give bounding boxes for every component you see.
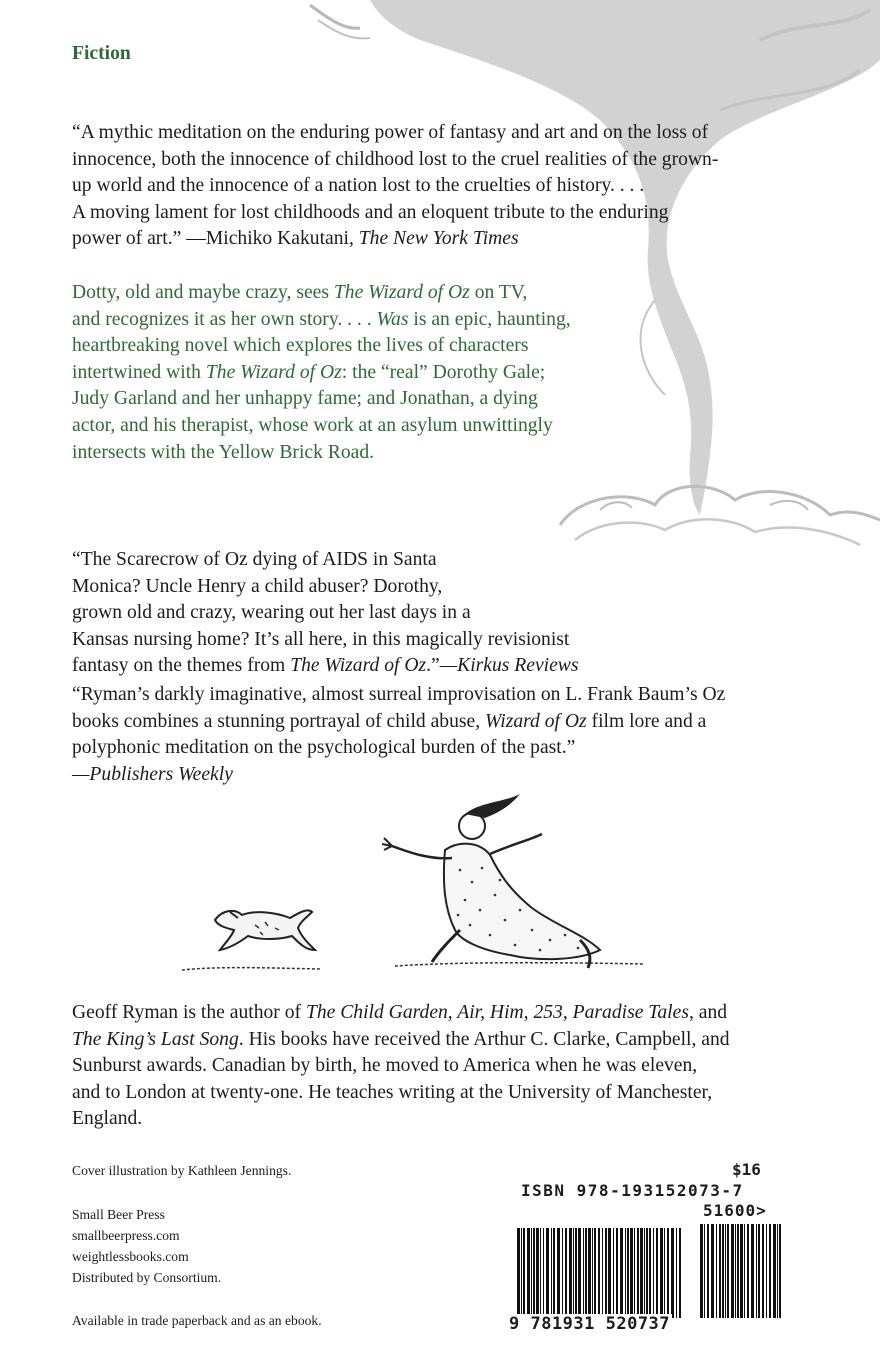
barcode-bar (588, 1228, 591, 1318)
quote-line: polyphonic meditation on the psychological burden of the past.” (72, 737, 576, 759)
quote-line: grown old and crazy, wearing out her last days in a (72, 602, 471, 624)
barcode-bar (517, 1228, 520, 1318)
blurb-text: and recognizes it as her own story. . . . (72, 308, 377, 330)
barcode-bar (602, 1228, 603, 1318)
barcode-bar (744, 1224, 745, 1318)
barcode-bar (573, 1228, 574, 1318)
barcode-bar (536, 1228, 539, 1318)
quote-kakutani (72, 120, 812, 253)
quote-line: A moving lament for lost childhoods and an eloquent tribute to the enduring (72, 201, 669, 223)
publisher-block (72, 1204, 221, 1288)
barcode-bar (583, 1228, 584, 1318)
barcode-bar (722, 1224, 725, 1318)
barcode-bar (527, 1228, 530, 1318)
quote-text: film lore and a (586, 710, 707, 732)
barcode-digits: 9 781931 520737 (509, 1314, 671, 1334)
quote-line: up world and the innocence of a nation lost to the cruelties of history. . . . (72, 175, 645, 197)
bio-line (72, 1027, 812, 1054)
store-url: weightlessbooks.com (72, 1249, 189, 1264)
barcode-bar (667, 1228, 669, 1318)
quote-line (72, 709, 812, 736)
barcode-bar (756, 1224, 757, 1318)
quote-text: .” (426, 655, 440, 677)
quote-kirkus (72, 547, 672, 680)
quote-source: —Publishers Weekly (72, 763, 233, 785)
quote-line: “Ryman’s darkly imaginative, almost surreal improvisation on L. Frank Baum’s Oz (72, 684, 726, 705)
barcode-bar (565, 1228, 567, 1318)
barcode-bar (630, 1228, 633, 1318)
barcode-bar (660, 1228, 663, 1318)
barcode-bar (766, 1224, 767, 1318)
illustration-credit: Cover illustration by Kathleen Jennings. (72, 1163, 292, 1178)
quote-line (72, 226, 812, 253)
barcode-bar (592, 1228, 593, 1318)
blurb-title: The Wizard of Oz (205, 361, 342, 383)
barcode-bar (625, 1228, 626, 1318)
distributor: Distributed by Consortium. (72, 1270, 222, 1285)
barcode-bar (707, 1224, 709, 1318)
quote-line (72, 653, 672, 680)
barcode-bar (605, 1228, 607, 1318)
blurb-line: heartbreaking novel which explores the lives of characters (72, 335, 529, 357)
barcode-bar (616, 1228, 618, 1318)
barcode-bar (523, 1228, 525, 1318)
barcode-bar (578, 1228, 581, 1318)
barcode-bar (740, 1224, 743, 1318)
addon-barcode (700, 1224, 782, 1318)
quote-line: “The Scarecrow of Oz dying of AIDS in Santa (72, 549, 437, 570)
barcode-bar (637, 1228, 639, 1318)
isbn-text: ISBN 978-193152073-7 (521, 1181, 744, 1200)
barcode-bar (751, 1224, 754, 1318)
blurb-text: intertwined with (72, 361, 206, 383)
barcode-bar (627, 1228, 629, 1318)
barcode-bar (620, 1228, 623, 1318)
barcode-bar (649, 1228, 652, 1318)
barcode-bar (546, 1228, 549, 1318)
barcode-bar (725, 1224, 726, 1318)
barcode-bar (608, 1228, 611, 1318)
blurb-line: intersects with the Yellow Brick Road. (72, 441, 375, 463)
publisher-url: smallbeerpress.com (72, 1228, 180, 1243)
barcode-bar (644, 1228, 645, 1318)
bio-text: . His books have received the Arthur C. Clarke, Campbell, and (238, 1028, 730, 1050)
barcode-bar (671, 1228, 674, 1318)
blurb-text: Dotty, old and maybe crazy, sees (72, 282, 334, 303)
barcode-bar (747, 1224, 749, 1318)
price: $16 (732, 1160, 761, 1179)
barcode-bar (664, 1228, 665, 1318)
barcode-bar (653, 1228, 654, 1318)
barcode-bar (533, 1228, 535, 1318)
barcode-bar (727, 1224, 729, 1318)
barcode-bar (640, 1228, 643, 1318)
bio-text: , and (688, 1002, 728, 1023)
bio-text: Geoff Ryman is the author of (72, 1002, 306, 1023)
blurb-title: Was (376, 308, 409, 330)
barcode-bar (543, 1228, 545, 1318)
barcode-bar (656, 1228, 658, 1318)
barcode-bar (700, 1224, 703, 1318)
bio-line: and to London at twenty-one. He teaches writing at the University of Manchester, (72, 1081, 713, 1103)
blurb-line: actor, and his therapist, whose work at an asylum unwittingly (72, 414, 553, 436)
author-bio (72, 1000, 812, 1133)
bio-titles: The King’s Last Song (72, 1028, 239, 1050)
quote-line: Kansas nursing home? It’s all here, in this magically revisionist (72, 628, 570, 650)
barcode-bar (594, 1228, 596, 1318)
blurb-text: is an epic, haunting, (408, 308, 571, 330)
barcode-bar (553, 1228, 555, 1318)
blurb-line: Judy Garland and her unhappy fame; and Jonathan, a dying (72, 388, 538, 410)
barcode-bar (551, 1228, 552, 1318)
quote-text: books combines a stunning portrayal of child abuse, (72, 710, 486, 732)
barcode-bar (758, 1224, 760, 1318)
quote-line: “A mythic meditation on the enduring power of fantasy and art and on the loss of (72, 122, 709, 143)
blurb-text: : the “real” Dorothy Gale; (341, 361, 546, 383)
bio-line (72, 1000, 812, 1027)
barcode-bar (779, 1224, 781, 1318)
quote-line: innocence, both the innocence of childhood lost to the cruel realities of the grown- (72, 148, 719, 170)
barcode-bar (585, 1228, 587, 1318)
price-addon-text: 51600> (703, 1201, 767, 1220)
barcode-bar (634, 1228, 635, 1318)
isbn-barcode (517, 1228, 682, 1318)
barcode-bar (762, 1224, 765, 1318)
barcode-bar (598, 1228, 601, 1318)
quote-title: The Wizard of Oz (290, 655, 427, 677)
bio-titles: The Child Garden, Air, Him, 253, Paradise Tales (305, 1002, 689, 1023)
barcode-bar (676, 1228, 677, 1318)
barcode-bar (737, 1224, 739, 1318)
quote-source: —Kirkus Reviews (439, 655, 579, 677)
quote-source: The New York Times (358, 228, 519, 250)
barcode-bar (562, 1228, 563, 1318)
quote-line (72, 762, 812, 789)
section-label: Fiction (72, 43, 131, 64)
barcode-bar (716, 1224, 717, 1318)
barcode-bar (773, 1224, 776, 1318)
book-blurb (72, 280, 692, 466)
blurb-title: The Wizard of Oz (333, 282, 470, 303)
barcode-bar (575, 1228, 577, 1318)
barcode-bar (719, 1224, 721, 1318)
blurb-line (72, 307, 692, 334)
barcode-bar (521, 1228, 522, 1318)
barcode-bar (679, 1228, 681, 1318)
dorothy-and-dog-illustration (160, 790, 680, 980)
barcode-bar (540, 1228, 541, 1318)
blurb-line (72, 360, 692, 387)
barcode-bar (704, 1224, 705, 1318)
barcode-bar (531, 1228, 532, 1318)
bio-line: England. (72, 1108, 143, 1130)
barcode-bar (613, 1228, 614, 1318)
barcode-bar (569, 1228, 572, 1318)
barcode-bar (711, 1224, 714, 1318)
barcode-bar (731, 1224, 734, 1318)
barcode-bar (769, 1224, 771, 1318)
availability: Available in trade paperback and as an ebook. (72, 1313, 322, 1328)
barcode-bar (777, 1224, 778, 1318)
quote-line: Monica? Uncle Henry a child abuser? Dorothy, (72, 575, 443, 597)
blurb-line (72, 280, 692, 307)
quote-title: Wizard of Oz (485, 710, 587, 732)
bio-line: Sunburst awards. Canadian by birth, he moved to America when he was eleven, (72, 1055, 698, 1077)
barcode-bar (557, 1228, 560, 1318)
publisher-name: Small Beer Press (72, 1207, 165, 1222)
blurb-text: on TV, (469, 282, 528, 303)
quote-text: fantasy on the themes from (72, 655, 291, 677)
quote-text: power of art.” —Michiko Kakutani, (72, 228, 359, 250)
quote-publishers-weekly (72, 682, 812, 788)
barcode-bar (735, 1224, 736, 1318)
barcode-bar (646, 1228, 648, 1318)
